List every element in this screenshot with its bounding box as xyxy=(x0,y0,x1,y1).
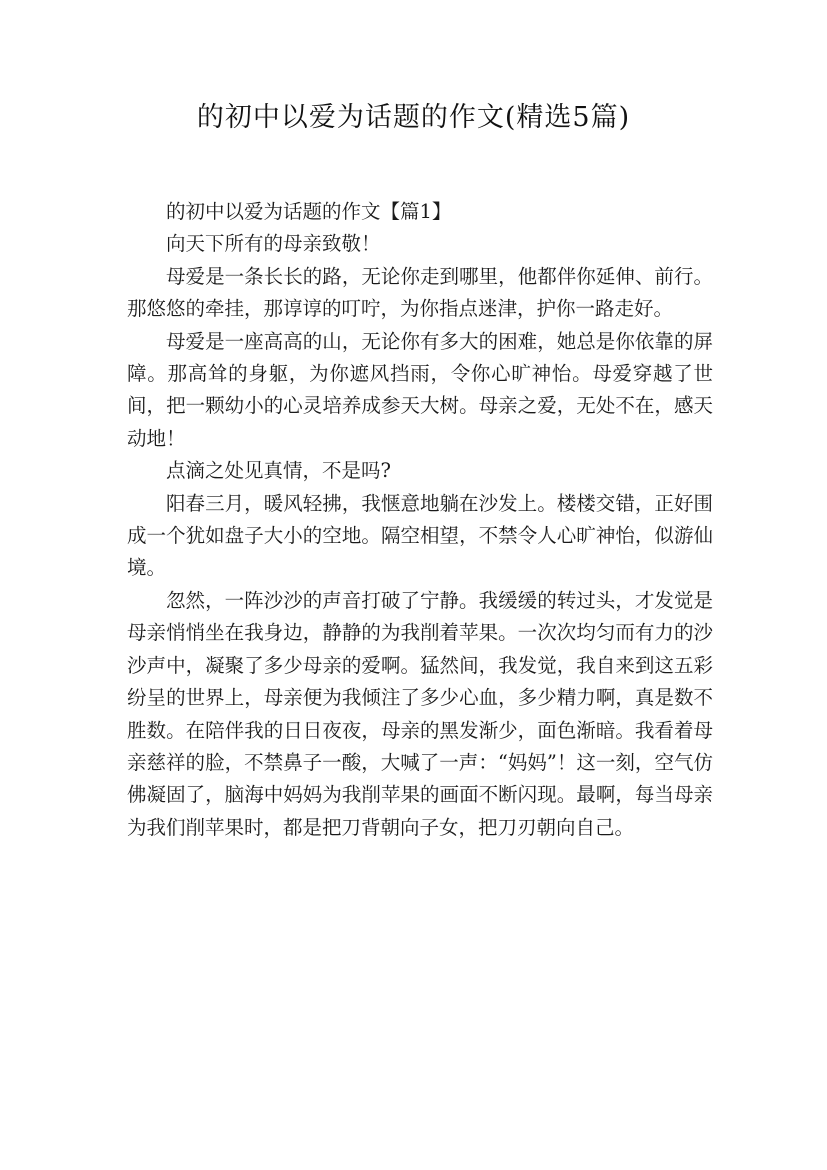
paragraph: 阳春三月，暖风轻拂，我惬意地躺在沙发上。楼楼交错，正好围成一个犹如盘子大小的空地。隔空相望，不禁令人心旷神怡，似游仙境。 xyxy=(127,491,713,580)
paragraph: 点滴之处见真情，不是吗? xyxy=(166,459,391,483)
paragraph: 母爱是一座高高的山，无论你有多大的困难，她总是你依靠的屏障。那高耸的身躯，为你遮风挡雨，令你心旷神怡。母爱穿越了世间，把一颗幼小的心灵培养成参天大树。母亲之爱，无处不在，感天动地！ xyxy=(127,329,713,450)
paragraph: 忽然，一阵沙沙的声音打破了宁静。我缓缓的转过头，才发觉是母亲悄悄坐在我身边，静静的为我削着苹果。一次次均匀而有力的沙沙声中，凝聚了多少母亲的爱啊。猛然间，我发觉，我自来到这五彩纷呈的世界上，母亲便为我倾注了多少心血，多少精力啊，真是数不胜数。在陪伴我的日日夜夜，母亲的黑发渐少，面色渐暗。我看着母亲慈祥的脸，不禁鼻子一酸，大喊了一声：“妈妈”！这一刻，空气仿佛凝固了，脑海中妈妈为我削苹果的画面不断闪现。最啊，每当母亲为我们削苹果时，都是把刀背朝向子女，把刀刃朝向自己。 xyxy=(127,588,713,839)
document-body xyxy=(127,196,713,844)
section-heading: 的初中以爱为话题的作文【篇1】 xyxy=(166,200,452,223)
document-title: 的初中以爱为话题的作文(精选5篇) xyxy=(196,102,631,133)
paragraph: 母爱是一条长长的路，无论你走到哪里，他都伴你延伸、前行。那悠悠的牵挂，那谆谆的叮咛，为你指点迷津，护你一路走好。 xyxy=(127,264,713,321)
paragraph: 向天下所有的母亲致敬！ xyxy=(166,232,381,256)
